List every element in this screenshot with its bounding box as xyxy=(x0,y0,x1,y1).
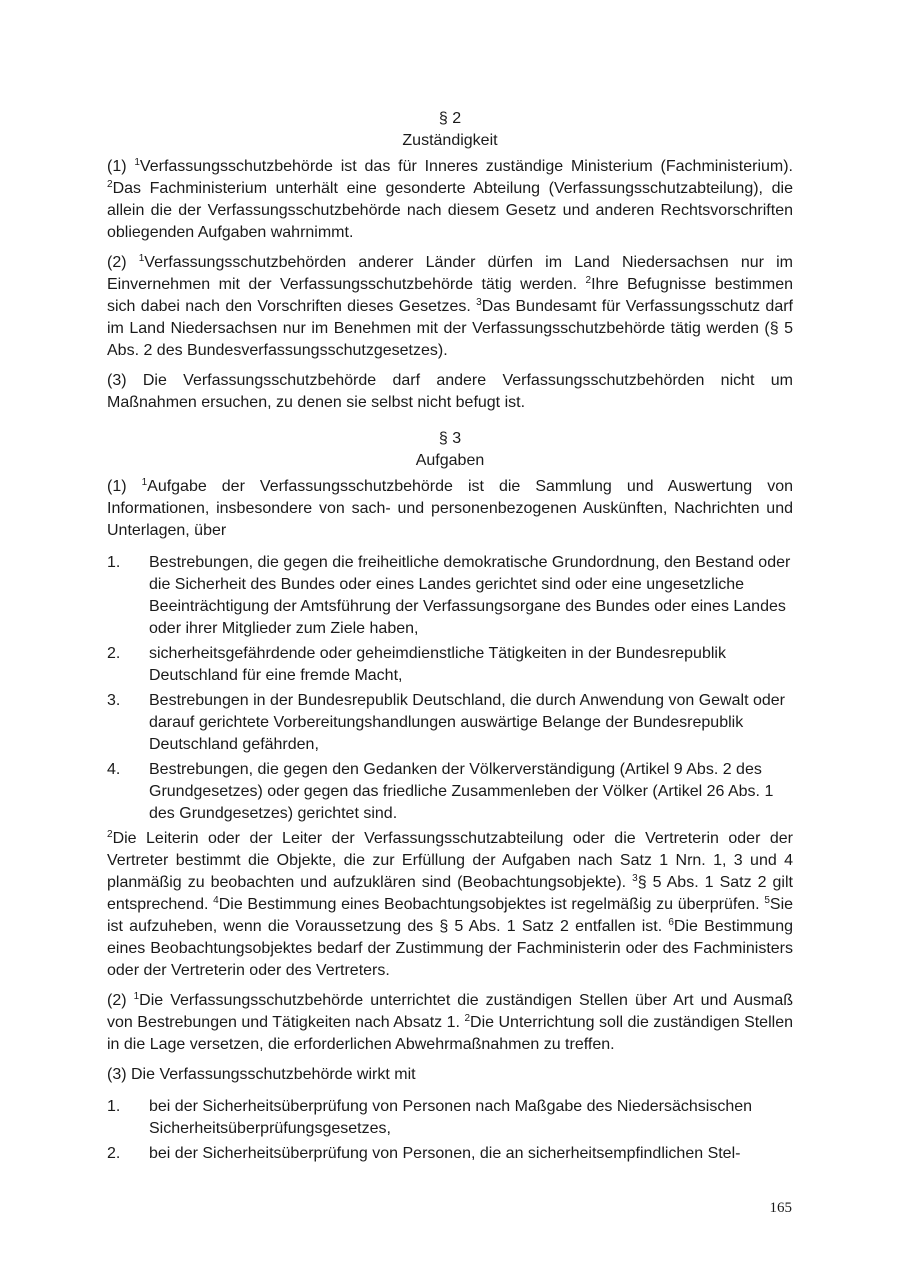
sentence-text: Ihre Befugnisse bestimmen sich dabei nach den Vorschriften dieses Gesetzes. xyxy=(107,276,794,315)
paragraph-label: (1) xyxy=(107,478,142,495)
paragraph: (3) Die Verfassungsschutzbehörde wirkt mit xyxy=(107,1066,416,1083)
list-item xyxy=(107,643,793,687)
paragraph xyxy=(107,252,793,362)
paragraph-continuation xyxy=(107,828,793,982)
list-number: 1. xyxy=(107,554,121,571)
sentence-text: Das Fachministerium unterhält eine gesonderte Abteilung (Verfassungsschutzabteilung), die allein die der Verfassungsschutzbehörde nach diesem Gesetz und anderen Rechtsvorschriften obliegenden Aufgaben wahrnimmt. xyxy=(107,180,793,241)
sentence-text: Die Verfassungsschutzbehörde unterrichtet die zuständigen Stellen über Art und Ausmaß von Bestrebungen und Tätigkeiten nach Absatz 1. xyxy=(107,992,794,1031)
document-page xyxy=(107,108,793,1168)
paragraph xyxy=(107,156,793,244)
section-title: Zuständigkeit xyxy=(402,132,498,149)
sentence-number: 2 xyxy=(464,1013,471,1024)
list-text: bei der Sicherheitsüberprüfung von Personen nach Maßgabe des Niedersächsischen Sicherheitsüberprüfungsgesetzes, xyxy=(149,1098,753,1137)
sentence-number: 2 xyxy=(585,275,592,286)
list-number: 2. xyxy=(107,645,121,662)
sentence-text: Die Leiterin oder der Leiter der Verfassungsschutzabteilung oder die Vertreterin oder der Vertreter bestimmt die Objekte, die zur Erfüllung der Aufgaben nach Satz 1 Nrn. 1, 3 und 4 planmäßig zu beobachten und aufzuklären sind (Beobachtungsobjekte). xyxy=(107,830,793,891)
sentence-number: 1 xyxy=(133,991,140,1002)
sentence-text: Die Bestimmung eines Beobachtungsobjektes ist regelmäßig zu überprüfen. xyxy=(218,896,765,913)
page-number: 165 xyxy=(769,1200,792,1216)
numbered-list xyxy=(107,1096,793,1165)
sentence-text: Verfassungsschutzbehörden anderer Länder dürfen im Land Niedersachsen nur im Einvernehmen mit der Verfassungsschutzbehörde tätig werden. xyxy=(107,254,793,293)
sentence-number: 3 xyxy=(476,297,482,308)
section-number: § 3 xyxy=(438,430,462,447)
list-item xyxy=(107,1143,793,1165)
sentence-text: Die Unterrichtung soll die zuständigen Stellen in die Lage versetzen, die erforderlichen Abwehrmaßnahmen zu treffen. xyxy=(107,1014,793,1053)
sentence-text: Sie ist aufzuheben, wenn die Voraussetzung des § 5 Abs. 1 Satz 2 entfallen ist. xyxy=(107,896,794,935)
section-title: Aufgaben xyxy=(415,452,485,469)
list-number: 2. xyxy=(107,1145,121,1162)
sentence-text: Das Bundesamt für Verfassungsschutz darf im Land Niedersachsen nur im Benehmen mit der Verfassungsschutzbehörde tätig werden (§ 5 Abs. 2 des Bundesverfassungsschutzgesetzes). xyxy=(107,298,793,359)
list-number: 3. xyxy=(107,692,121,709)
list-text: Bestrebungen in der Bundesrepublik Deutschland, die durch Anwendung von Gewalt oder darauf gerichtete Vorbereitungshandlungen auswärtige Belange der Bundesrepublik Deutschland gefährden, xyxy=(149,692,785,753)
list-text: Bestrebungen, die gegen die freiheitliche demokratische Grundordnung, den Bestand oder die Sicherheit des Bundes oder eines Landes gerichtet sind oder eine ungesetzliche Beeinträchtigung der Amtsführung der Verfassungsorgane des Bundes oder eines Landes oder ihrer Mitglieder zum Ziele haben, xyxy=(149,554,791,637)
list-item xyxy=(107,552,793,640)
list-text: sicherheitsgefährdende oder geheimdienstliche Tätigkeiten in der Bundesrepublik Deutschland für eine fremde Macht, xyxy=(149,645,726,684)
list-number: 4. xyxy=(107,761,121,778)
paragraph xyxy=(107,990,793,1056)
list-item xyxy=(107,759,793,825)
list-item xyxy=(107,1096,793,1140)
sentence-text: Aufgabe der Verfassungsschutzbehörde ist die Sammlung und Auswertung von Informationen, insbesondere von sach- und personenbezogenen Auskünften, Nachrichten und Unterlagen, über xyxy=(107,478,793,539)
list-text: Bestrebungen, die gegen den Gedanken der Völkerverständigung (Artikel 9 Abs. 2 des Grundgesetzes) oder gegen das friedliche Zusammenleben der Völker (Artikel 26 Abs. 1 des Grundgesetzes) gerichtet sind. xyxy=(149,761,774,822)
section-number: § 2 xyxy=(438,110,462,127)
sentence-text: Die Bestimmung eines Beobachtungsobjektes bedarf der Zustimmung der Fachministerin oder des Fachministers oder der Vertreterin oder des Vertreters. xyxy=(107,918,794,979)
paragraph-label: (2) xyxy=(107,254,139,271)
sentence-number: 1 xyxy=(138,253,145,264)
paragraph-label: (1) xyxy=(107,158,135,175)
list-number: 1. xyxy=(107,1098,121,1115)
sentence-number: 1 xyxy=(134,157,140,168)
sentence-number: 2 xyxy=(107,829,113,840)
list-text: bei der Sicherheitsüberprüfung von Personen, die an sicherheitsempfindlichen Stel- xyxy=(149,1145,741,1162)
sentence-number: 1 xyxy=(141,477,148,488)
list-item xyxy=(107,690,793,756)
numbered-list xyxy=(107,552,793,825)
paragraph xyxy=(107,476,793,542)
sentence-number: 3 xyxy=(632,873,638,884)
sentence-text: § 5 Abs. 1 Satz 2 gilt entsprechend. xyxy=(107,874,793,913)
sentence-text: Verfassungsschutzbehörde ist das für Inneres zuständige Ministerium (Fachministerium). xyxy=(139,158,794,175)
sentence-number: 4 xyxy=(213,895,219,906)
sentence-number: 5 xyxy=(764,895,770,906)
paragraph: (3) Die Verfassungsschutzbehörde darf andere Verfassungsschutzbehörden nicht um Maßnahmen ersuchen, zu denen sie selbst nicht befugt ist. xyxy=(107,372,793,411)
sentence-number: 6 xyxy=(668,917,674,928)
sentence-number: 2 xyxy=(107,179,113,190)
paragraph-label: (2) xyxy=(107,992,134,1009)
